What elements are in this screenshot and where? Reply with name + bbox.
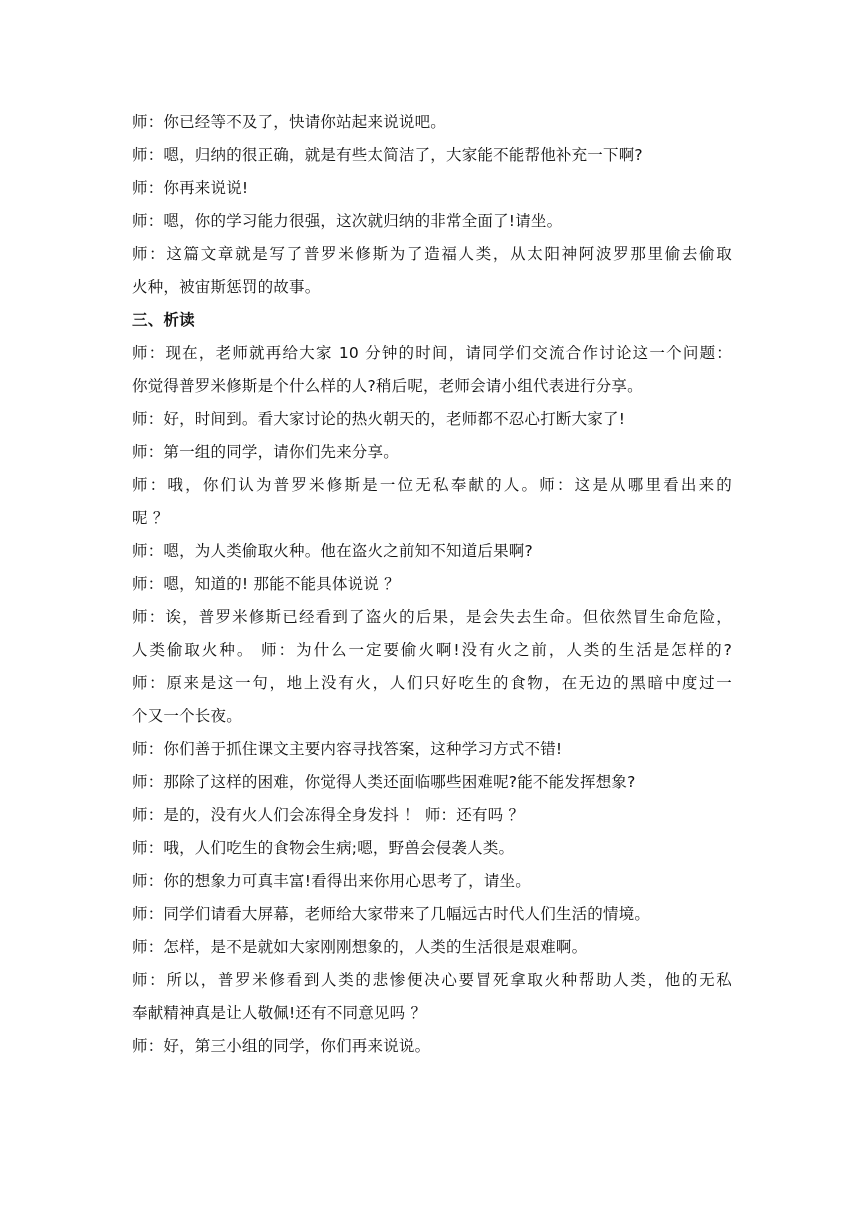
text-line: 师：这篇文章就是写了普罗米修斯为了造福人类，从太阳神阿波罗那里偷去偷取 bbox=[132, 245, 732, 263]
section-heading: 三、析读 bbox=[132, 311, 195, 329]
text-line: 师：嗯，你的学习能力很强，这次就归纳的非常全面了!请坐。 bbox=[132, 212, 563, 230]
text-line: 人类偷取火种。 师：为什么一定要偷火啊!没有火之前，人类的生活是怎样的? bbox=[132, 641, 732, 659]
text-line: 师：现在，老师就再给大家 10 分钟的时间，请同学们交流合作讨论这一个问题： bbox=[132, 344, 732, 362]
document-body bbox=[132, 106, 732, 1063]
text-line: 师：你再来说说! bbox=[132, 179, 249, 197]
text-line: 师：是的，没有火人们会冻得全身发抖 ！ 师：还有吗 ？ bbox=[132, 806, 525, 824]
text-line: 师：诶，普罗米修斯已经看到了盗火的后果，是会失去生命。但依然冒生命危险， bbox=[132, 608, 732, 626]
text-line: 师：好，时间到。看大家讨论的热火朝天的，老师都不忍心打断大家了! bbox=[132, 410, 626, 428]
text-line: 师：嗯，知道的! 那能不能具体说说 ？ bbox=[132, 575, 400, 593]
text-line: 师：原来是这一句，地上没有火，人们只好吃生的食物，在无边的黑暗中度过一 bbox=[132, 674, 732, 692]
text-line: 师：嗯，归纳的很正确，就是有些太简洁了，大家能不能帮他补充一下啊? bbox=[132, 146, 643, 164]
text-line: 师：哦，人们吃生的食物会生病;嗯，野兽会侵袭人类。 bbox=[132, 839, 515, 857]
text-line: 师：那除了这样的困难，你觉得人类还面临哪些困难呢?能不能发挥想象? bbox=[132, 773, 636, 791]
text-line: 师：你们善于抓住课文主要内容寻找答案，这种学习方式不错! bbox=[132, 740, 563, 758]
text-line: 师：所以，普罗米修看到人类的悲惨便决心要冒死拿取火种帮助人类，他的无私 bbox=[132, 971, 732, 989]
text-line: 师：嗯，为人类偷取火种。他在盗火之前知不知道后果啊? bbox=[132, 542, 533, 560]
text-line: 火种，被宙斯惩罚的故事。 bbox=[132, 278, 321, 296]
text-line: 师：怎样，是不是就如大家刚刚想象的，人类的生活很是艰难啊。 bbox=[132, 938, 588, 956]
text-line: 师：第一组的同学，请你们先来分享。 bbox=[132, 443, 399, 461]
text-line: 师：同学们请看大屏幕，老师给大家带来了几幅远古时代人们生活的情境。 bbox=[132, 905, 651, 923]
text-line: 奉献精神真是让人敬佩!还有不同意见吗 ？ bbox=[132, 1004, 427, 1022]
text-line: 师：哦，你们认为普罗米修斯是一位无私奉献的人。师：这是从哪里看出来的 bbox=[132, 476, 732, 494]
text-line: 师：你已经等不及了，快请你站起来说说吧。 bbox=[132, 113, 447, 131]
text-line: 师：好，第三小组的同学，你们再来说说。 bbox=[132, 1037, 431, 1055]
text-line: 个又一个长夜。 bbox=[132, 707, 242, 725]
text-line: 你觉得普罗米修斯是个什么样的人?稍后呢，老师会请小组代表进行分享。 bbox=[132, 377, 643, 395]
text-line: 呢 ？ bbox=[132, 509, 169, 527]
text-line: 师：你的想象力可真丰富!看得出来你用心思考了，请坐。 bbox=[132, 872, 531, 890]
